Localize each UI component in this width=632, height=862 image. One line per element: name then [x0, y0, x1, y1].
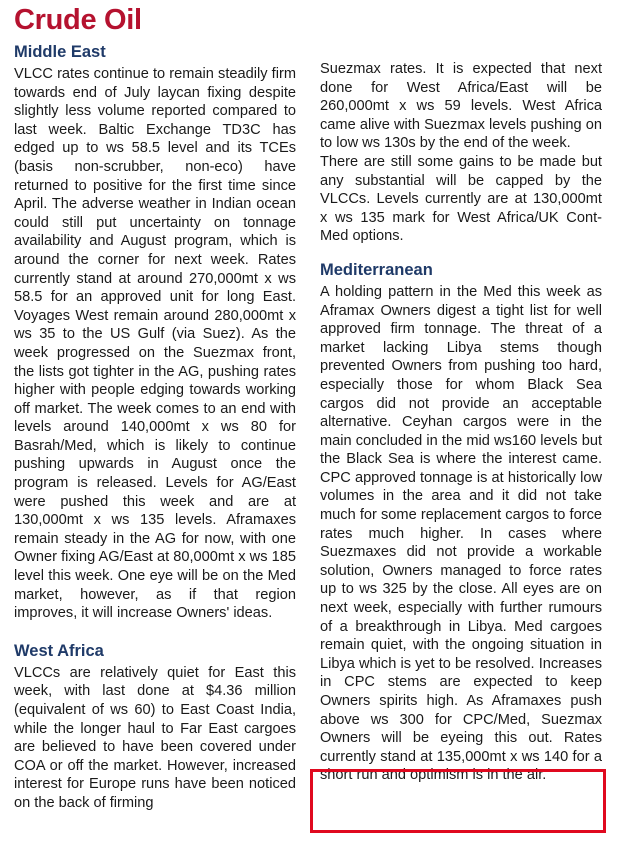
mediterranean-text: A holding pattern in the Med this week as Aframax Owners digest a tight list for well approved firm tonnage. The threat of a market lacking Libya stems though prevented Owners from pushing too hard, especially those for whom Black Sea cargos did not provide an acceptable alternative. Ceyhan cargos were in the main concluded in the mid ws160 levels but the Black Sea is where the interest came. CPC approved tonnage is at historically low volumes in the area and it did not take much for some replacement cargos to force rates much higher. In cases where Suezmaxes did not provide a workable solution, Owners managed to force rates up to ws 325 by the close. All eyes are on next week, especially with further rumours of a breakthrough in Libya. Med cargoes remain quiet, with the ongoing situation in Libya which is yet to be resolved. Increases in CPC stems are expected to keep Owners spirits high. As Aframaxes push above ws 300 for CPC/Med, Suezmax Owners will be eyeing this out. Rates currently stand at 135,000mt x ws 140 for a short run and optimism is in the air. — [320, 283, 602, 784]
section-spacer — [14, 623, 296, 641]
middle-east-text: VLCC rates continue to remain steadily firm towards end of July laycan fixing despite slightly less volume reported compared to last week. Baltic Exchange TD3C has edged up to ws 58.5 level and its TCEs (basis non-scrubber, non-eco) have returned to positive for the first time since April. The adverse weather in Indian ocean could still put uncertainty on tonnage availability and August program, which is around the corner for next week. Rates currently stand at around 270,000mt x ws 58.5 for an approved unit for long East. Voyages West remain around 280,000mt x ws 35 to the US Gulf (via Suez). As the week progressed on the Suezmax front, the lists got tighter in the AG, pushing rates higher with people edging towards working off market. The week comes to an end with levels around 140,000mt x ws 80 for Basrah/Med, which is likely to continue pushing upwards in August once the program is released. Levels for AG/East were pushed this week and are at 130,000mt x ws 135 levels. Aframaxes remain steady in the AG for now, with one Owner fixing AG/East at 80,000mt x ws 185 level this week. One eye will be on the Med market, however, as if that region improves, it will increase Owners' ideas. — [14, 66, 296, 622]
section-heading-west-africa: West Africa — [14, 641, 104, 660]
west-africa-text-part3: There are still some gains to be made but any substantial will be capped by the VLCCs. Levels currently are at 130,000mt x ws 135 mark for West Africa/UK Cont-Med options. — [320, 153, 602, 245]
left-column — [14, 42, 296, 813]
section-heading-middle-east: Middle East — [14, 43, 106, 61]
page-title: Crude Oil — [14, 4, 142, 36]
section-heading-mediterranean: Mediterranean — [320, 260, 433, 279]
right-column — [320, 60, 602, 785]
west-africa-text-part1: VLCCs are relatively quiet for East this week, with last done at $4.36 million (equivalent of ws 60) to East Coast India, while the longer haul to Far East cargoes are believed to have been covered under COA or off the market. However, increased interest for Europe runs have been noticed on the back of firming — [14, 664, 296, 811]
section-spacer — [320, 246, 602, 260]
west-africa-text-part2: Suezmax rates. It is expected that next done for West Africa/East will be 260,000mt x ws 59 levels. West Africa came alive with Suezmax levels pushing on to low ws 130s by the end of the week. — [320, 61, 602, 152]
